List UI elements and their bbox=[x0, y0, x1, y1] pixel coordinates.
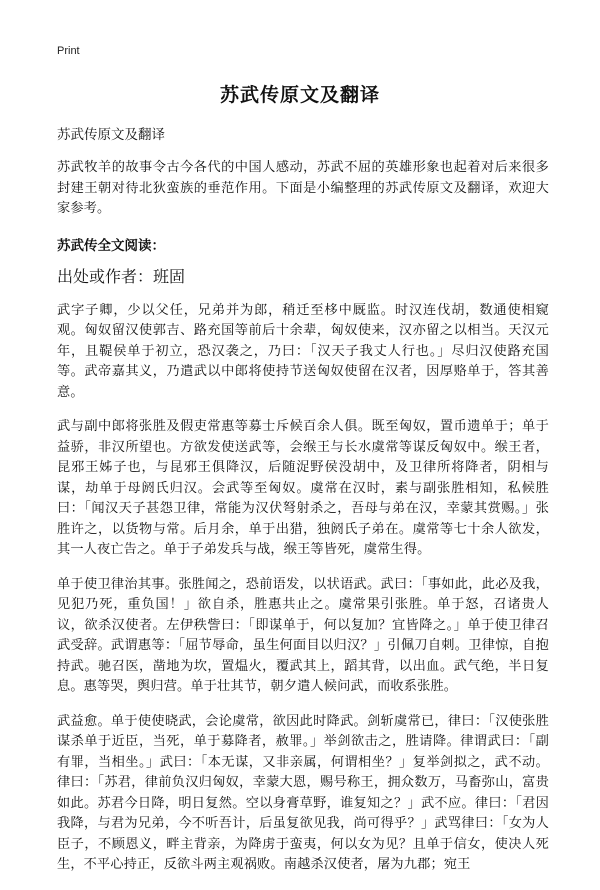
text-paragraph: 武与副中郎将张胜及假吏常惠等募士斥候百余人俱。既至匈奴，置币遗单于；单于益骄，非汉所望也。方欲发使送武等，会缑王与长水虞常等谋反匈奴中。缑王者，昆邪王姊子也，与昆邪王俱降汉，后随浞野侯没胡中，及卫律所将降者，阴相与谋，劫单于母阏氏归汉。会武等至匈奴。虞常在汉时，素与副张胜相知，私候胜曰：「闻汉天子甚怨卫律，常能为汉伏弩射杀之，吾母与弟在汉，幸蒙其赏赐。」张胜许之，以货物与常。后月余，单于出猎，独阏氏子弟在。虞常等七十余人欲发，其一人夜亡告之。单于子弟发兵与战，缑王等皆死，虞常生得。 bbox=[57, 419, 549, 557]
article-subtitle: 苏武传原文及翻译 bbox=[57, 127, 165, 143]
source-line: 出处或作者：班固 bbox=[57, 266, 186, 286]
page-title: 苏武传原文及翻译 bbox=[219, 84, 380, 106]
text-paragraph: 武益愈。单于使使晓武，会论虞常，欲因此时降武。剑斩虞常已，律曰：「汉使张胜谋杀单于近臣，当死，单于募降者，赦罪。」举剑欲击之，胜请降。律谓武曰：「副有罪，当相坐。」武曰：「本无谋，又非亲属，何谓相坐？」复举剑拟之，武不动。律曰：「苏君，律前负汉归匈奴，幸蒙大恩，赐号称王，拥众数万，马畜弥山，富贵如此。苏君今日降，明日复然。空以身膏草野，谁复知之？」武不应。律曰：「君因我降，与君为兄弟，今不听吾计，后虽复欲见我，尚可得乎？」武骂律曰：「女为人臣子，不顾恩义，畔主背亲，为降虏于蛮夷，何以女为见？且单于信女，使决人死生，不平心持正，反欲斗两主观祸败。南越杀汉使者，屠为九郡；宛王 bbox=[57, 713, 549, 872]
print-link[interactable]: Print bbox=[57, 45, 80, 57]
article-body bbox=[57, 123, 549, 890]
section-heading: 苏武传全文阅读： bbox=[57, 237, 165, 254]
text-paragraph: 武字子卿，少以父任，兄弟并为郎，稍迁至栘中厩监。时汉连伐胡，数通使相窥观。匈奴留汉使郭吉、路充国等前后十余辈，匈奴使来，汉亦留之以相当。天汉元年，且鞮侯单于初立，恐汉袭之，乃曰：「汉天子我丈人行也。」尽归汉使路充国等。武帝嘉其义，乃遣武以中郎将使持节送匈奴使留在汉者，因厚赂单于，答其善意。 bbox=[57, 302, 549, 400]
intro-paragraph: 苏武牧羊的故事令古今各代的中国人感动，苏武不屈的英雄形象也起着对后来很多封建王朝对待北狄蛮族的垂范作用。下面是小编整理的苏武传原文及翻译，欢迎大家参考。 bbox=[57, 160, 549, 216]
text-paragraph: 单于使卫律治其事。张胜闻之，恐前语发，以状语武。武曰：「事如此，此必及我，见犯乃死，重负国！」欲自杀，胜惠共止之。虞常果引张胜。单于怒，召诸贵人议，欲杀汉使者。左伊秩訾曰：「即谋单于，何以复加？宜皆降之。」单于使卫律召武受辞。武谓惠等：「屈节辱命，虽生何面目以归汉？」引佩刀自刺。卫律惊，自抱持武。驰召医，凿地为坎，置煴火，覆武其上，蹈其背，以出血。武气绝，半日复息。惠等哭，舆归营。单于壮其节，朝夕遣人候问武，而收系张胜。 bbox=[57, 576, 549, 694]
